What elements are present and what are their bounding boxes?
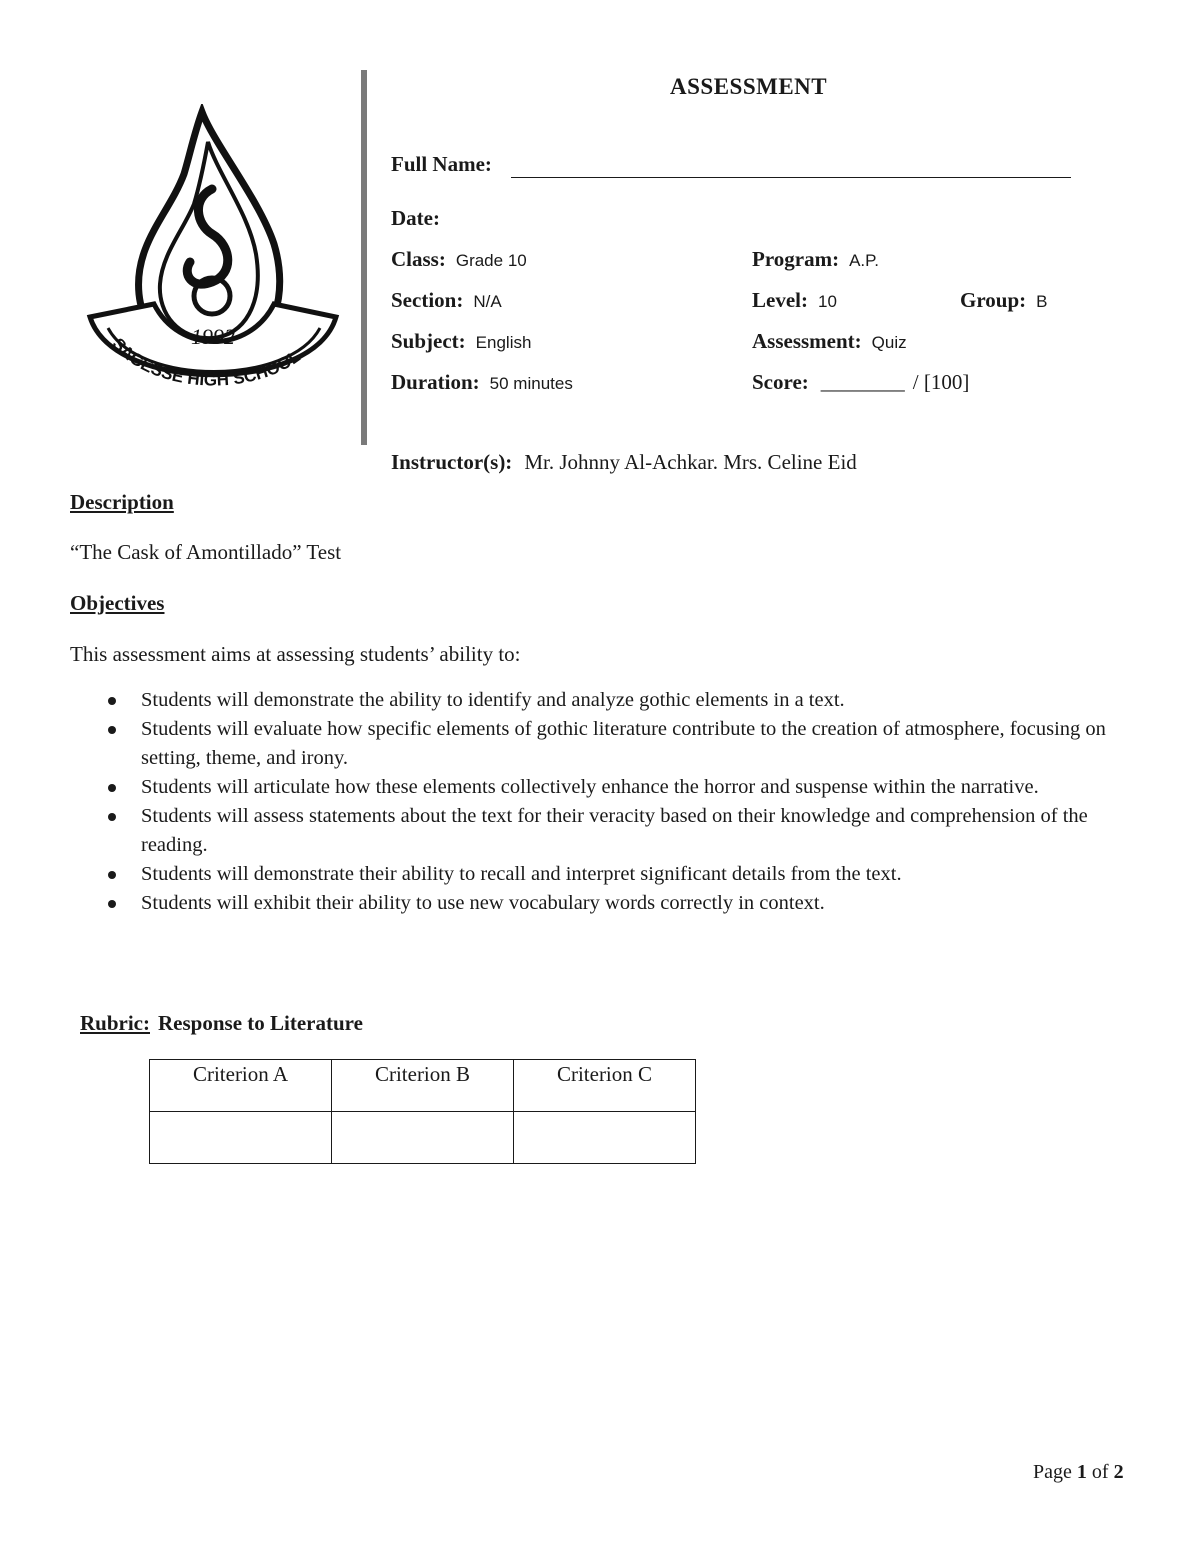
school-logo (84, 104, 342, 422)
group-label: Group: (960, 288, 1027, 312)
section-row (391, 288, 502, 313)
rubric-score-b[interactable] (332, 1112, 514, 1164)
instructor-label: Instructor(s): (391, 450, 513, 474)
level-row (752, 288, 837, 313)
list-item: Students will assess statements about the text for their veracity based on their knowledge and comprehension of the reading. (70, 802, 1110, 860)
list-item: Students will evaluate how specific elements of gothic literature contribute to the creation of atmosphere, focusing on setting, theme, and irony. (70, 715, 1110, 773)
instructor-row (391, 450, 857, 475)
rubric-header-c: Criterion C (514, 1060, 696, 1112)
date-label: Date: (391, 206, 440, 230)
list-item: Students will exhibit their ability to use new vocabulary words correctly in context. (70, 889, 1110, 918)
group-value: B (1036, 292, 1048, 311)
rubric-header-a: Criterion A (150, 1060, 332, 1112)
rubric-score-c[interactable] (514, 1112, 696, 1164)
bullet-icon (108, 813, 116, 821)
page-title: ASSESSMENT (670, 74, 828, 99)
assessment-row (752, 329, 907, 354)
list-item: Students will demonstrate the ability to identify and analyze gothic elements in a text. (70, 686, 1110, 715)
section-value: N/A (473, 292, 502, 311)
description-heading: Description (70, 490, 174, 514)
rubric-score-a[interactable] (150, 1112, 332, 1164)
objectives-intro: This assessment aims at assessing students’ ability to: (70, 642, 521, 666)
bullet-icon (108, 784, 116, 792)
bullet-icon (108, 726, 116, 734)
program-value: A.P. (849, 251, 880, 270)
level-value: 10 (817, 292, 837, 311)
program-row (752, 247, 879, 272)
table-row (150, 1060, 696, 1112)
full-name-field[interactable] (511, 177, 1071, 178)
class-row (391, 247, 527, 272)
description-text: “The Cask of Amontillado” Test (70, 540, 342, 564)
logo-year: 1992 (191, 324, 235, 349)
class-value: Grade 10 (455, 251, 527, 270)
flame-inner (160, 142, 258, 338)
rubric-heading (80, 1011, 363, 1036)
subject-value: English (475, 333, 532, 352)
duration-row (391, 370, 573, 395)
objectives-list (70, 686, 1110, 918)
rubric-table (149, 1059, 696, 1164)
assessment-label: Assessment: (752, 329, 862, 353)
score-blank[interactable]: ________ (820, 370, 905, 394)
table-row (150, 1112, 696, 1164)
list-item: Students will articulate how these elements collectively enhance the horror and suspense within the narrative. (70, 773, 1110, 802)
subject-label: Subject: (391, 329, 466, 353)
rubric-title: Response to Literature (158, 1011, 363, 1035)
list-item: Students will demonstrate their ability to recall and interpret significant details from the text. (70, 860, 1110, 889)
duration-value: 50 minutes (489, 374, 573, 393)
score-total: / [100] (912, 370, 970, 394)
bullet-icon (108, 697, 116, 705)
class-label: Class: (391, 247, 446, 271)
duration-label: Duration: (391, 370, 480, 394)
level-label: Level: (752, 288, 808, 312)
instructor-value: Mr. Johnny Al-Achkar. Mrs. Celine Eid (524, 450, 857, 474)
group-row (960, 288, 1047, 313)
bullet-icon (108, 871, 116, 879)
bullet-icon (108, 900, 116, 908)
program-label: Program: (752, 247, 840, 271)
score-row (752, 370, 969, 395)
objectives-heading: Objectives (70, 591, 165, 615)
date-row (391, 206, 440, 231)
full-name-label: Full Name: (391, 152, 492, 176)
assessment-value: Quiz (871, 333, 907, 352)
rubric-header-b: Criterion B (332, 1060, 514, 1112)
section-label: Section: (391, 288, 464, 312)
full-name-row (391, 152, 492, 177)
logo-school-name: SAGESSE HIGH SCHOOL (108, 334, 304, 390)
score-label: Score: (752, 370, 809, 394)
subject-row (391, 329, 531, 354)
page-number: Page 1 of 2 (1033, 1461, 1124, 1483)
header-divider (361, 70, 367, 445)
rubric-label: Rubric: (80, 1011, 150, 1035)
